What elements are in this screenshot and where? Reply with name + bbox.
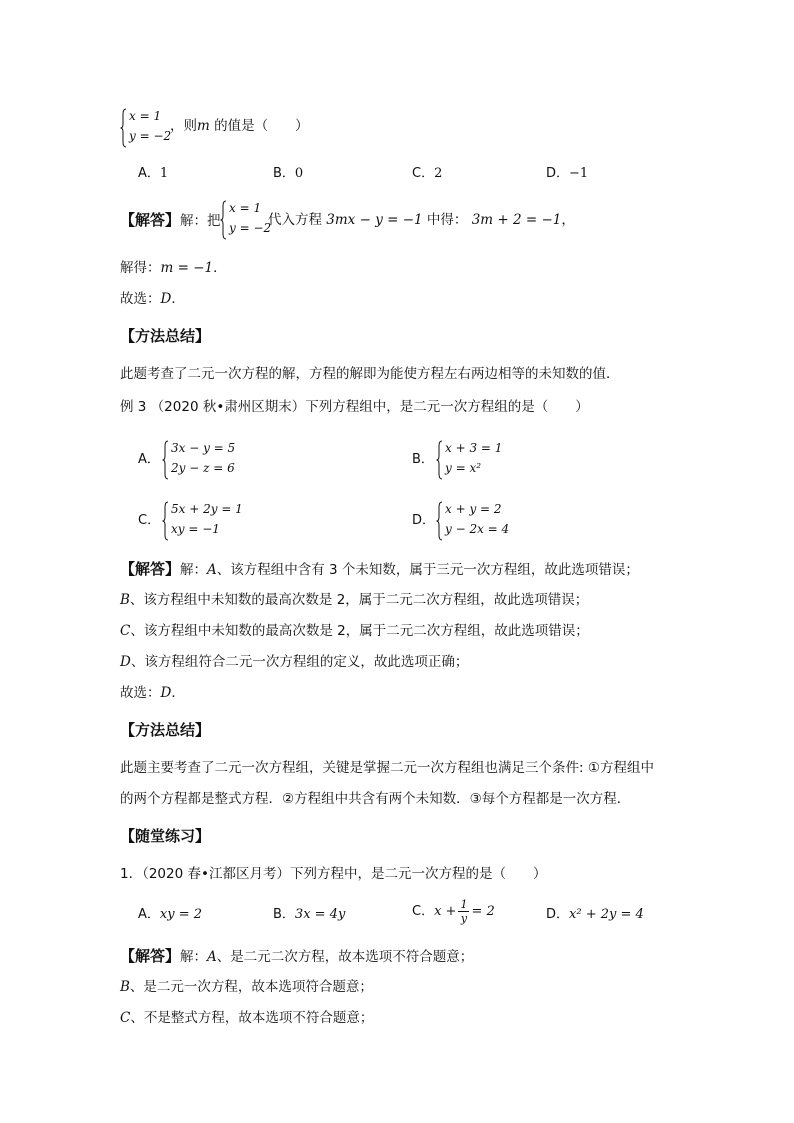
brace-icon — [162, 440, 169, 480]
brace-icon — [162, 501, 169, 541]
practice-heading: 【随堂练习】 — [120, 827, 211, 845]
practice-answer-a: 【解答】解：A、是二元二次方程，故本选项不符合题意； — [120, 947, 474, 965]
example-answer-c: C、该方程组中未知数的最高次数是 2，属于二元二次方程组，故此选项错误； — [120, 623, 589, 639]
answer-line: 【解答】解：把 — [120, 211, 221, 229]
fraction: $\frac{1}{y}$ — [460, 898, 468, 925]
method-summary-2-heading: 【方法总结】 — [120, 721, 211, 739]
stem-text: ，则 — [170, 118, 197, 134]
brace-icon — [436, 440, 443, 480]
document-page: x = 1 y = −2 ，则m 的值是（ ） A．1 B．0 C．2 D．−1 【解答】解：把 x = 1 y = −2 代入方程 3mx − y = −1 中得： 3m + 2 = −1， 解得：m = −1． 故选：D． 【方法总结】 此题考查了二元一次方程的解，方程的解即为能使方程左右两边相等的未知数的值． 例 3 （2020 秋•肃州区期末）下列方程组中，是二元一次方程组的是（ ） A． 3x − y = 5 2y − z = 6 B． x + 3 = 1 y = x² C． 5x + 2y = 1 xy = −1 D． x + y = 2 y − 2x = 4 【解答】解：A、该方程组中含有 3 个未知数，属于三元一次方程组，故此选项错误； B、该方程组中未知数的最高次数是 2，属于二元二次方程组，故此选项错误； C、该方程组中未知数的最高次数是 2，属于二元二次方程组，故此选项错误； D、该方程组符合二元一次方程组的定义，故此选项正确； 故选：D． 【方法总结】 此题主要考查了二元一次方程组，关键是掌握二元一次方程组也满足三个条件: ①方程组中 的两个方程都是整式方程．②方程组中共含有两个未知数．③每个方程都是一次方程． 【随堂练习】 1．（2020 春•江都区月考）下列方程中，是二元一次方程的是（ ） A．xy = 2 B．3x = 4y C．x + $\frac{1}{y}$ = 2 D．x² + 2y = 4 【解答】解：A、是二元二次方程，故本选项不符合题意； B、是二元一次方程，故本选项符合题意； C、不是整式方程，故本选项不符合题意； — [120, 109, 654, 1026]
system-row-1: x = 1 — [129, 109, 162, 123]
example-option-b-label: B． — [412, 452, 434, 467]
example-answer-b: B、该方程组中未知数的最高次数是 2，属于二元二次方程组，故此选项错误； — [120, 592, 589, 608]
practice-answer-c: C、不是整式方程，故本选项不符合题意； — [120, 1010, 374, 1026]
question-stem — [170, 116, 309, 136]
brace-icon — [220, 200, 227, 240]
example-option-a-label: A． — [138, 452, 160, 467]
example-answer-a: 【解答】解：A、该方程组中含有 3 个未知数，属于三元一次方程组，故此选项错误； — [120, 560, 639, 578]
answer-line-rest: 代入方程 3mx − y = −1 中得： 3m + 2 = −1， — [268, 212, 575, 228]
method-summary-text: 此题考查了二元一次方程的解，方程的解即为能使方程左右两边相等的未知数的值． — [120, 366, 620, 382]
method-summary-heading: 【方法总结】 — [120, 327, 211, 345]
example-3-stem: 例 3 （2020 秋•肃州区期末）下列方程组中，是二元一次方程组的是（ ） — [120, 399, 589, 415]
practice-option-a: A．xy = 2 — [138, 907, 203, 922]
option-c: C．2 — [412, 166, 443, 181]
practice-option-b: B．3x = 4y — [273, 907, 346, 922]
solve-line: 解得：m = −1． — [120, 260, 227, 276]
brace-icon — [436, 501, 443, 541]
example-option-d-label: D． — [412, 513, 436, 528]
example-choose: 故选：D． — [120, 685, 185, 701]
choose-line: 故选：D． — [120, 291, 185, 307]
practice-question-1: 1．（2020 春•江都区月考）下列方程中，是二元一次方程的是（ ） — [120, 866, 547, 882]
option-d: D．−1 — [546, 166, 589, 181]
brace-icon — [120, 108, 127, 148]
method-summary-2-line-2: 的两个方程都是整式方程．②方程组中共含有两个未知数．③每个方程都是一次方程． — [120, 791, 631, 807]
example-answer-d: D、该方程组符合二元一次方程组的定义，故此选项正确； — [120, 654, 469, 670]
stem-variable: m — [197, 118, 210, 134]
option-a: A．1 — [138, 166, 169, 181]
stem-text-2: 的值是（ ） — [209, 118, 309, 134]
practice-answer-b: B、是二元一次方程，故本选项符合题意； — [120, 979, 373, 995]
method-summary-2-line-1: 此题主要考查了二元一次方程组，关键是掌握二元一次方程组也满足三个条件: ①方程组中 — [120, 760, 654, 776]
practice-option-c: C．x + $\frac{1}{y}$ = 2 — [412, 898, 495, 925]
option-b: B．0 — [273, 166, 304, 181]
answer-tag: 【解答】 — [120, 211, 181, 229]
system-row-2: y = −2 — [129, 129, 172, 143]
example-option-c-label: C． — [138, 513, 161, 528]
practice-option-d: D．x² + 2y = 4 — [546, 907, 644, 922]
